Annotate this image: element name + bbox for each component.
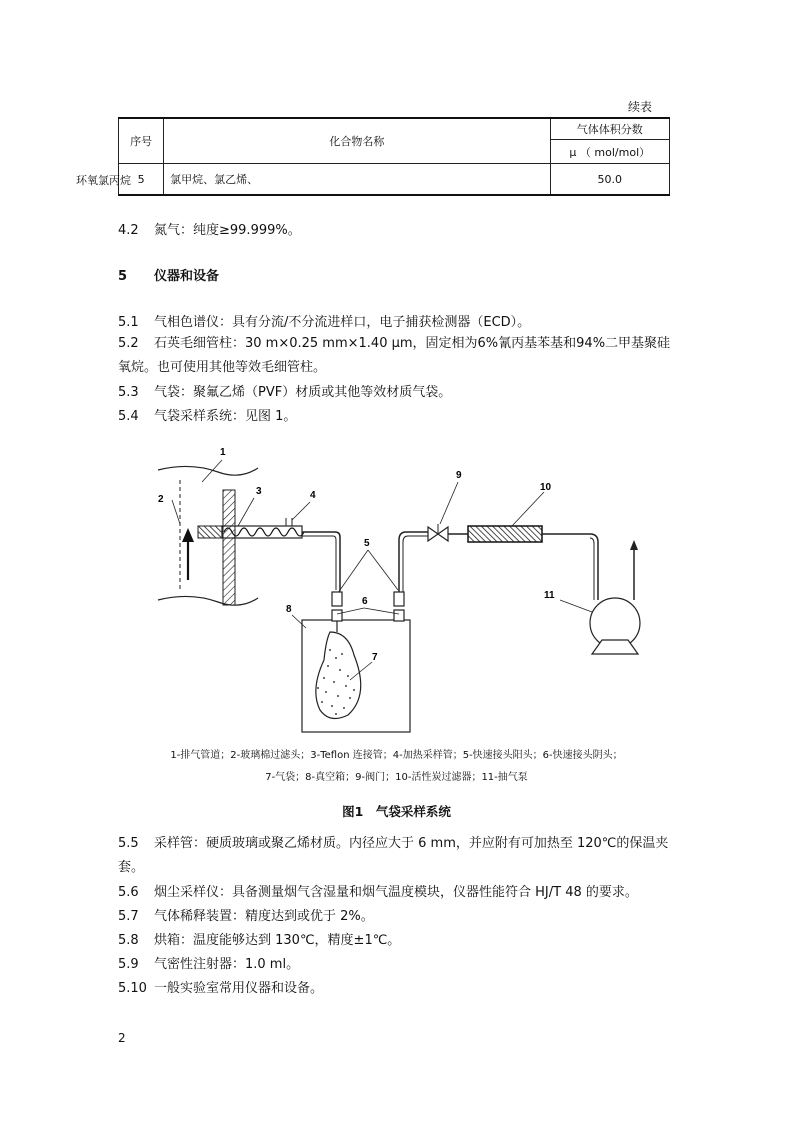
figure-label-1: 1 bbox=[220, 447, 226, 458]
section-5-7-text: 气体稀释装置：精度达到或优于 2%。 bbox=[154, 909, 374, 924]
figure-title: 图1 气袋采样系统 bbox=[342, 804, 451, 819]
quick-connector-female-right bbox=[394, 610, 404, 621]
sampling-system-diagram bbox=[140, 440, 660, 740]
figure-label-8: 8 bbox=[286, 604, 292, 615]
section-5-5-number: 5.5 bbox=[118, 836, 139, 851]
section-5-1-text: 气相色谱仪：具有分流/不分流进样口，电子捕获检测器（ECD）。 bbox=[154, 315, 531, 330]
probe-tube bbox=[302, 532, 340, 600]
section-5-9-number: 5.9 bbox=[118, 957, 139, 972]
header-no: 序号 bbox=[119, 118, 164, 164]
row-name: 氯甲烷、氯乙烯、 bbox=[164, 164, 550, 196]
table-overflow-text: 环氧氯丙烷 bbox=[76, 174, 131, 187]
figure-label-10: 10 bbox=[540, 482, 552, 493]
section-5-9 bbox=[118, 956, 299, 974]
section-5-4-number: 5.4 bbox=[118, 409, 139, 424]
section-5-8-number: 5.8 bbox=[118, 933, 139, 948]
section-5-4 bbox=[118, 408, 296, 426]
quick-connector-male-left bbox=[332, 592, 342, 606]
compound-table bbox=[118, 117, 670, 196]
section-5-8-text: 烘箱：温度能够达到 130℃，精度±1℃。 bbox=[154, 933, 401, 948]
section-4-2-text: 氮气：纯度≥99.999%。 bbox=[154, 223, 301, 238]
section-5-3 bbox=[118, 384, 451, 402]
section-5-2-text: 石英毛细管柱：30 m×0.25 mm×1.40 μm，固定相为6%氰丙基苯基和94%二甲基聚硅氧烷。也可使用其他等效毛细管柱。 bbox=[118, 336, 671, 375]
duct-wall bbox=[223, 490, 235, 605]
section-5-2-number: 5.2 bbox=[118, 336, 139, 351]
section-5-3-number: 5.3 bbox=[118, 385, 139, 400]
figure-label-9: 9 bbox=[456, 470, 462, 481]
header-name: 化合物名称 bbox=[164, 118, 550, 164]
section-5-number: 5 bbox=[118, 269, 128, 284]
section-5-1-number: 5.1 bbox=[118, 315, 139, 330]
figure-label-6: 6 bbox=[362, 596, 368, 607]
row-no: 5 bbox=[119, 164, 164, 196]
duct-top-wave bbox=[158, 466, 258, 475]
section-5-3-text: 气袋：聚氟乙烯（PVF）材质或其他等效材质气袋。 bbox=[154, 385, 452, 400]
row-value: 50.0 bbox=[550, 164, 669, 196]
figure-label-4: 4 bbox=[310, 490, 316, 501]
valve bbox=[428, 527, 438, 541]
section-5-8 bbox=[118, 932, 400, 950]
figure-label-3: 3 bbox=[256, 486, 262, 497]
figure-label-5: 5 bbox=[364, 538, 370, 549]
section-5-5-text: 采样管：硬质玻璃或聚乙烯材质。内径应大于 6 mm，并应附有可加热至 120℃的保温夹套。 bbox=[118, 836, 669, 875]
header-fraction-line2: μ （ mol/mol） bbox=[550, 140, 669, 164]
section-5-4-text: 气袋采样系统：见图 1。 bbox=[154, 409, 297, 424]
page-number: 2 bbox=[118, 1031, 126, 1045]
duct-bottom-wave bbox=[158, 596, 258, 605]
section-5-heading bbox=[118, 268, 219, 286]
figure-label-11: 11 bbox=[544, 590, 555, 601]
figure-label-2: 2 bbox=[158, 494, 164, 505]
figure-caption-line1: 1-排气管道；2-玻璃棉过滤头；3-Teflon 连接管；4-加热采样管；5-快速接头阳头；6-快速接头阴头； bbox=[170, 750, 623, 761]
flow-arrow-head bbox=[182, 528, 194, 542]
section-5-5 bbox=[118, 832, 678, 880]
continuation-label: 续表 bbox=[628, 100, 653, 114]
section-5-2 bbox=[118, 332, 678, 380]
figure-caption-line2: 7-气袋；8-真空箱；9-阀门；10-活性炭过滤器；11-抽气泵 bbox=[265, 772, 528, 783]
section-5-6-number: 5.6 bbox=[118, 885, 139, 900]
section-5-10 bbox=[118, 980, 323, 998]
section-5-9-text: 气密性注射器：1.0 ml。 bbox=[154, 957, 300, 972]
section-5-title: 仪器和设备 bbox=[154, 269, 220, 284]
section-5-10-text: 一般实验室常用仪器和设备。 bbox=[154, 981, 324, 996]
gas-bag bbox=[316, 632, 361, 719]
heating-coil bbox=[224, 528, 304, 536]
section-4-2-number: 4.2 bbox=[118, 223, 139, 238]
section-5-7-number: 5.7 bbox=[118, 909, 139, 924]
header-fraction-line1: 气体体积分数 bbox=[550, 118, 669, 140]
section-5-6-text: 烟尘采样仪：具备测量烟气含湿量和烟气温度模块，仪器性能符合 HJ/T 48 的要求。 bbox=[154, 885, 638, 900]
figure-label-7: 7 bbox=[372, 652, 378, 663]
section-5-10-number: 5.10 bbox=[118, 981, 147, 996]
quick-connector-female-left bbox=[332, 610, 342, 621]
quick-connector-male-right bbox=[394, 592, 404, 606]
glass-wool-filter bbox=[198, 526, 222, 538]
activated-carbon-filter bbox=[468, 526, 542, 542]
section-5-1 bbox=[118, 314, 530, 332]
section-5-7 bbox=[118, 908, 374, 926]
section-4-2 bbox=[118, 222, 301, 240]
section-5-6 bbox=[118, 884, 638, 902]
